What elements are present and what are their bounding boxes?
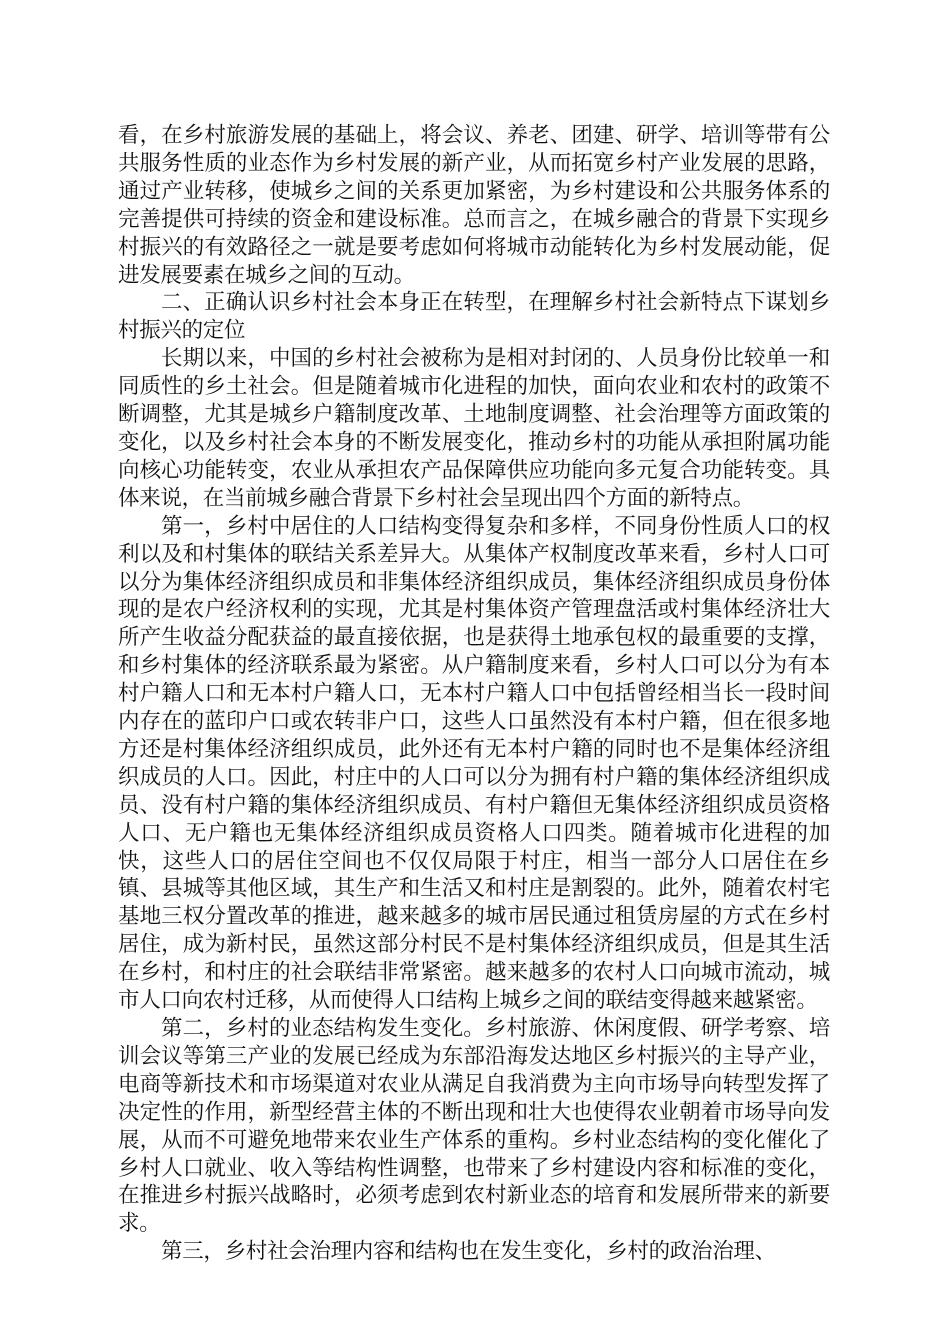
paragraph-first-point: 第一，乡村中居住的人口结构变得复杂和多样，不同身份性质人口的权利以及和村集体的联结关系差异大。从集体产权制度改革来看，乡村人口可以分为集体经济组织成员和非集体经济组织成员，集体经济组织成员身份体现的是农户经济权利的实现，尤其是村集体资产管理盘活或村集体经济壮大所产生收益分配获益的最直接依据，也是获得土地承包权的最重要的支撑，和乡村集体的经济联系最为紧密。从户籍制度来看，乡村人口可以分为有本村户籍人口和无本村户籍人口，无本村户籍人口中包括曾经相当长一段时间内存在的蓝印户口或农转非户口，这些人口虽然没有本村户籍，但在很多地方还是村集体经济组织成员，此外还有无本村户籍的同时也不是集体经济组织成员的人口。因此，村庄中的人口可以分为拥有村户籍的集体经济组织成员、没有村户籍的集体经济组织成员、有村户籍但无集体经济组织成员资格人口、无户籍也无集体经济组织成员资格人口四类。随着城市化进程的加快，这些人口的居住空间也不仅仅局限于村庄，相当一部分人口居住在乡镇、县城等其他区域，其生产和生活又和村庄是割裂的。此外，随着农村宅基地三权分置改革的推进，越来越多的城市居民通过租赁房屋的方式在乡村居住，成为新村民，虽然这部分村民不是村集体经济组织成员，但是其生活在乡村，和村庄的社会联结非常紧密。越来越多的农村人口向城市流动，城市人口向农村迁移，从而使得人口结构上城乡之间的联结变得越来越紧密。	[118, 513, 830, 1014]
paragraph-third-point: 第三，乡村社会治理内容和结构也在发生变化，乡村的政治治理、	[161, 1239, 776, 1265]
document-body	[118, 122, 830, 1266]
paragraph-continuation: 看，在乡村旅游发展的基础上，将会议、养老、团建、研学、培训等带有公共服务性质的业态作为乡村发展的新产业，从而拓宽乡村产业发展的思路，通过产业转移，使城乡之间的关系更加紧密，为乡村建设和公共服务体系的完善提供可持续的资金和建设标准。总而言之，在城乡融合的背景下实现乡村振兴的有效路径之一就是要考虑如何将城市动能转化为乡村发展动能，促进发展要素在城乡之间的互动。	[118, 123, 830, 288]
section-heading: 二、正确认识乡村社会本身正在转型，在理解乡村社会新特点下谋划乡村振兴的定位	[118, 290, 830, 344]
paragraph-second-point: 第二，乡村的业态结构发生变化。乡村旅游、休闲度假、研学考察、培训会议等第三产业的发展已经成为东部沿海发达地区乡村振兴的主导产业，电商等新技术和市场渠道对农业从满足自我消费为主向市场导向转型发挥了决定性的作用，新型经营主体的不断出现和壮大也使得农业朝着市场导向发展，从而不可避免地带来农业生产体系的重构。乡村业态结构的变化催化了乡村人口就业、收入等结构性调整，也带来了乡村建设内容和标准的变化，在推进乡村振兴战略时，必须考虑到农村新业态的培育和发展所带来的新要求。	[118, 1016, 830, 1237]
paragraph-intro: 长期以来，中国的乡村社会被称为是相对封闭的、人员身份比较单一和同质性的乡土社会。但是随着城市化进程的加快，面向农业和农村的政策不断调整，尤其是城乡户籍制度改革、土地制度调整、社会治理等方面政策的变化，以及乡村社会本身的不断发展变化，推动乡村的功能从承担附属功能向核心功能转变，农业从承担农产品保障供应功能向多元复合功能转变。具体来说，在当前城乡融合背景下乡村社会呈现出四个方面的新特点。	[118, 346, 830, 511]
